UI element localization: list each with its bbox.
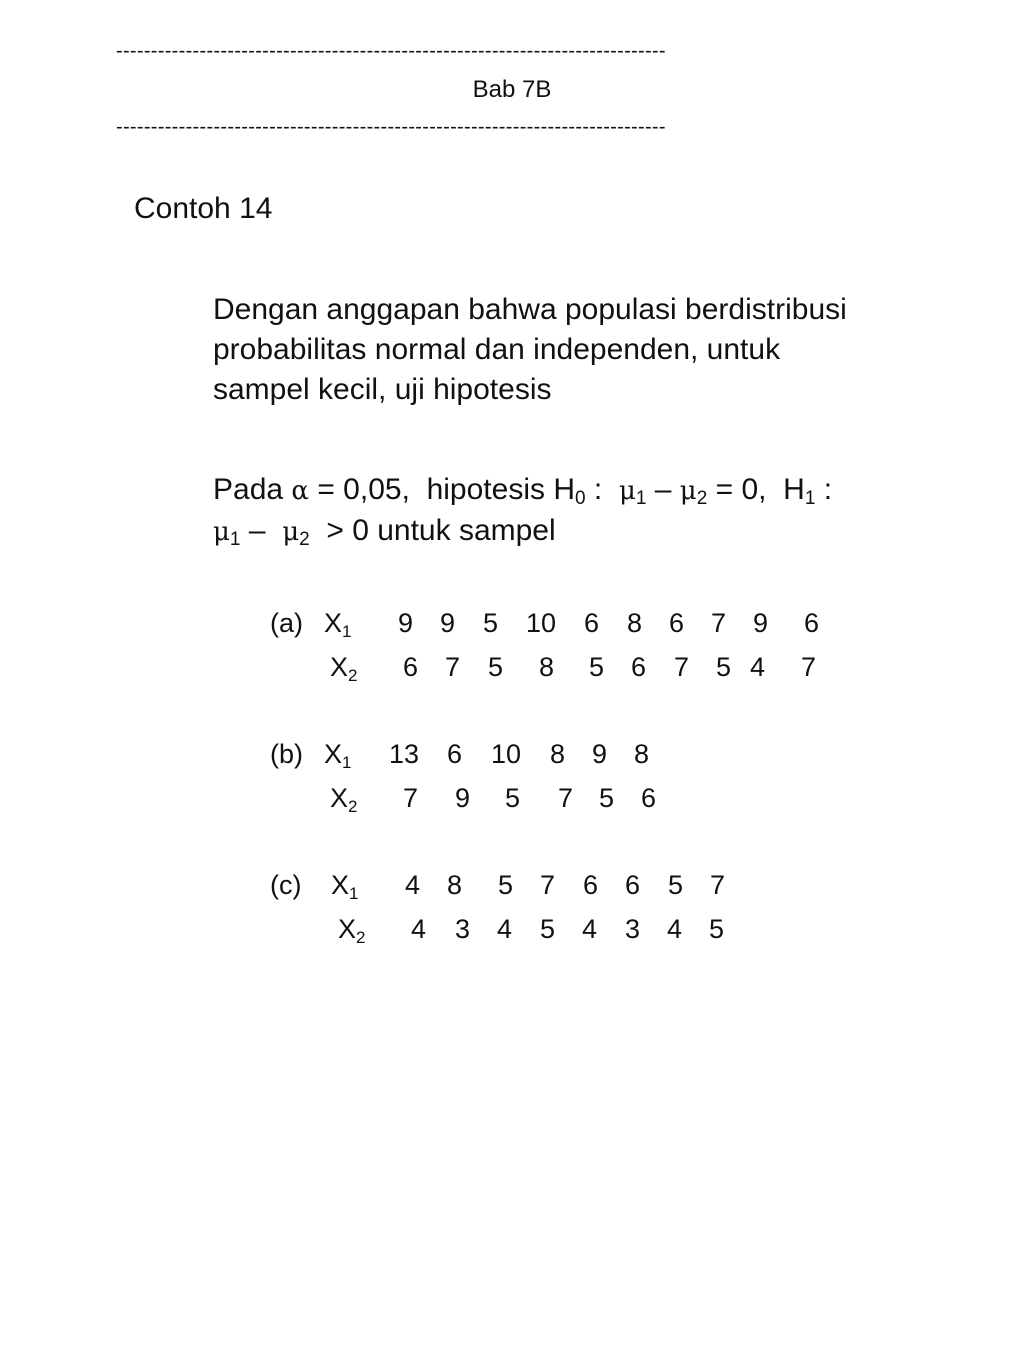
x1-value: 4 — [405, 870, 421, 900]
x2-value: 3 — [455, 914, 471, 944]
x1-value: 8 — [447, 870, 463, 900]
hypothesis-line-2: $\mu_1 - \mu_2 > 0$ untuk sampel — [213, 514, 556, 550]
hypothesis-line-1: Pada α = 0,05, hipotesis $H_0$ : $\mu_1 - \mu_2 = 0$, $H_1$ : — [213, 473, 833, 509]
x2-value: 5 — [488, 652, 504, 682]
x1-value: 6 — [625, 870, 641, 900]
pada-word: Pada — [213, 473, 284, 506]
problem-statement — [213, 290, 847, 410]
sample-label: (b) — [270, 739, 303, 769]
x1-value: 8 — [550, 739, 566, 769]
x2-label: $X_2$ — [330, 783, 358, 816]
x1-value: 9 — [592, 739, 608, 769]
x1-value: 5 — [668, 870, 684, 900]
x2-value: 4 — [750, 652, 766, 682]
statement-line: Dengan anggapan bahwa populasi berdistribusi — [213, 293, 847, 326]
hypothesis-statement — [213, 470, 832, 552]
statement-line: sampel kecil, uji hipotesis — [213, 373, 552, 406]
header-divider-bottom: ------------------------------------------------------------------------------- — [116, 116, 666, 138]
x2-value: 4 — [582, 914, 598, 944]
x2-value: 5 — [716, 652, 732, 682]
sample-label: (a) — [270, 608, 303, 638]
x2-value: 4 — [497, 914, 513, 944]
x2-value: 5 — [505, 783, 521, 813]
x2-value: 8 — [539, 652, 555, 682]
x2-value: 6 — [641, 783, 657, 813]
x2-value: 5 — [589, 652, 605, 682]
h0-symbol: $H_0$ — [553, 473, 586, 509]
x2-label: $X_2$ — [330, 652, 358, 685]
x2-value: 3 — [625, 914, 641, 944]
x1-value: 13 — [389, 739, 420, 769]
mu1-symbol: μ — [213, 517, 230, 547]
chapter-title: Bab 7B — [472, 76, 552, 103]
x2-value: 7 — [558, 783, 574, 813]
example-title: Contoh 14 — [134, 192, 273, 225]
mu2-symbol: μ — [282, 517, 300, 547]
x1-value: 9 — [753, 608, 769, 638]
x1-value: 5 — [483, 608, 499, 638]
x2-value: 6 — [631, 652, 647, 682]
hipotesis-word: hipotesis — [426, 473, 545, 506]
x2-value: 4 — [411, 914, 427, 944]
x1-value: 7 — [540, 870, 556, 900]
x2-value: 5 — [709, 914, 725, 944]
x2-value: 7 — [674, 652, 690, 682]
statement-line: probabilitas normal dan independen, untuk — [213, 333, 781, 366]
mu1-symbol: μ — [618, 476, 636, 506]
x2-value: 9 — [455, 783, 471, 813]
x2-value: 7 — [403, 783, 419, 813]
x1-value: 6 — [583, 870, 599, 900]
x2-value: 6 — [403, 652, 419, 682]
x2-value: 5 — [599, 783, 615, 813]
x2-value: 7 — [445, 652, 461, 682]
x1-value: 6 — [447, 739, 463, 769]
x1-value: 9 — [440, 608, 456, 638]
x1-label: $X_1$ — [324, 608, 352, 641]
sample-label: (c) — [270, 870, 302, 900]
x1-value: 6 — [584, 608, 600, 638]
x1-value: 10 — [491, 739, 522, 769]
x1-value: 8 — [627, 608, 643, 638]
x1-label: $X_1$ — [331, 870, 359, 903]
x1-value: 6 — [804, 608, 820, 638]
alpha-symbol: α — [291, 476, 309, 506]
alpha-value: = 0,05, — [317, 473, 410, 506]
x2-value: 7 — [801, 652, 817, 682]
x1-value: 9 — [398, 608, 414, 638]
x1-value: 10 — [526, 608, 557, 638]
x1-value: 5 — [498, 870, 514, 900]
x1-value: 7 — [710, 870, 726, 900]
x2-value: 4 — [667, 914, 683, 944]
header-divider-top: ------------------------------------------------------------------------------- — [116, 40, 666, 62]
x1-value: 8 — [634, 739, 650, 769]
x1-value: 7 — [711, 608, 727, 638]
mu2-symbol: μ — [679, 476, 697, 506]
h1-symbol: $H_1$ — [783, 473, 816, 509]
x1-label: $X_1$ — [324, 739, 352, 772]
x1-value: 6 — [669, 608, 685, 638]
x2-label: $X_2$ — [338, 914, 366, 947]
x2-value: 5 — [540, 914, 556, 944]
